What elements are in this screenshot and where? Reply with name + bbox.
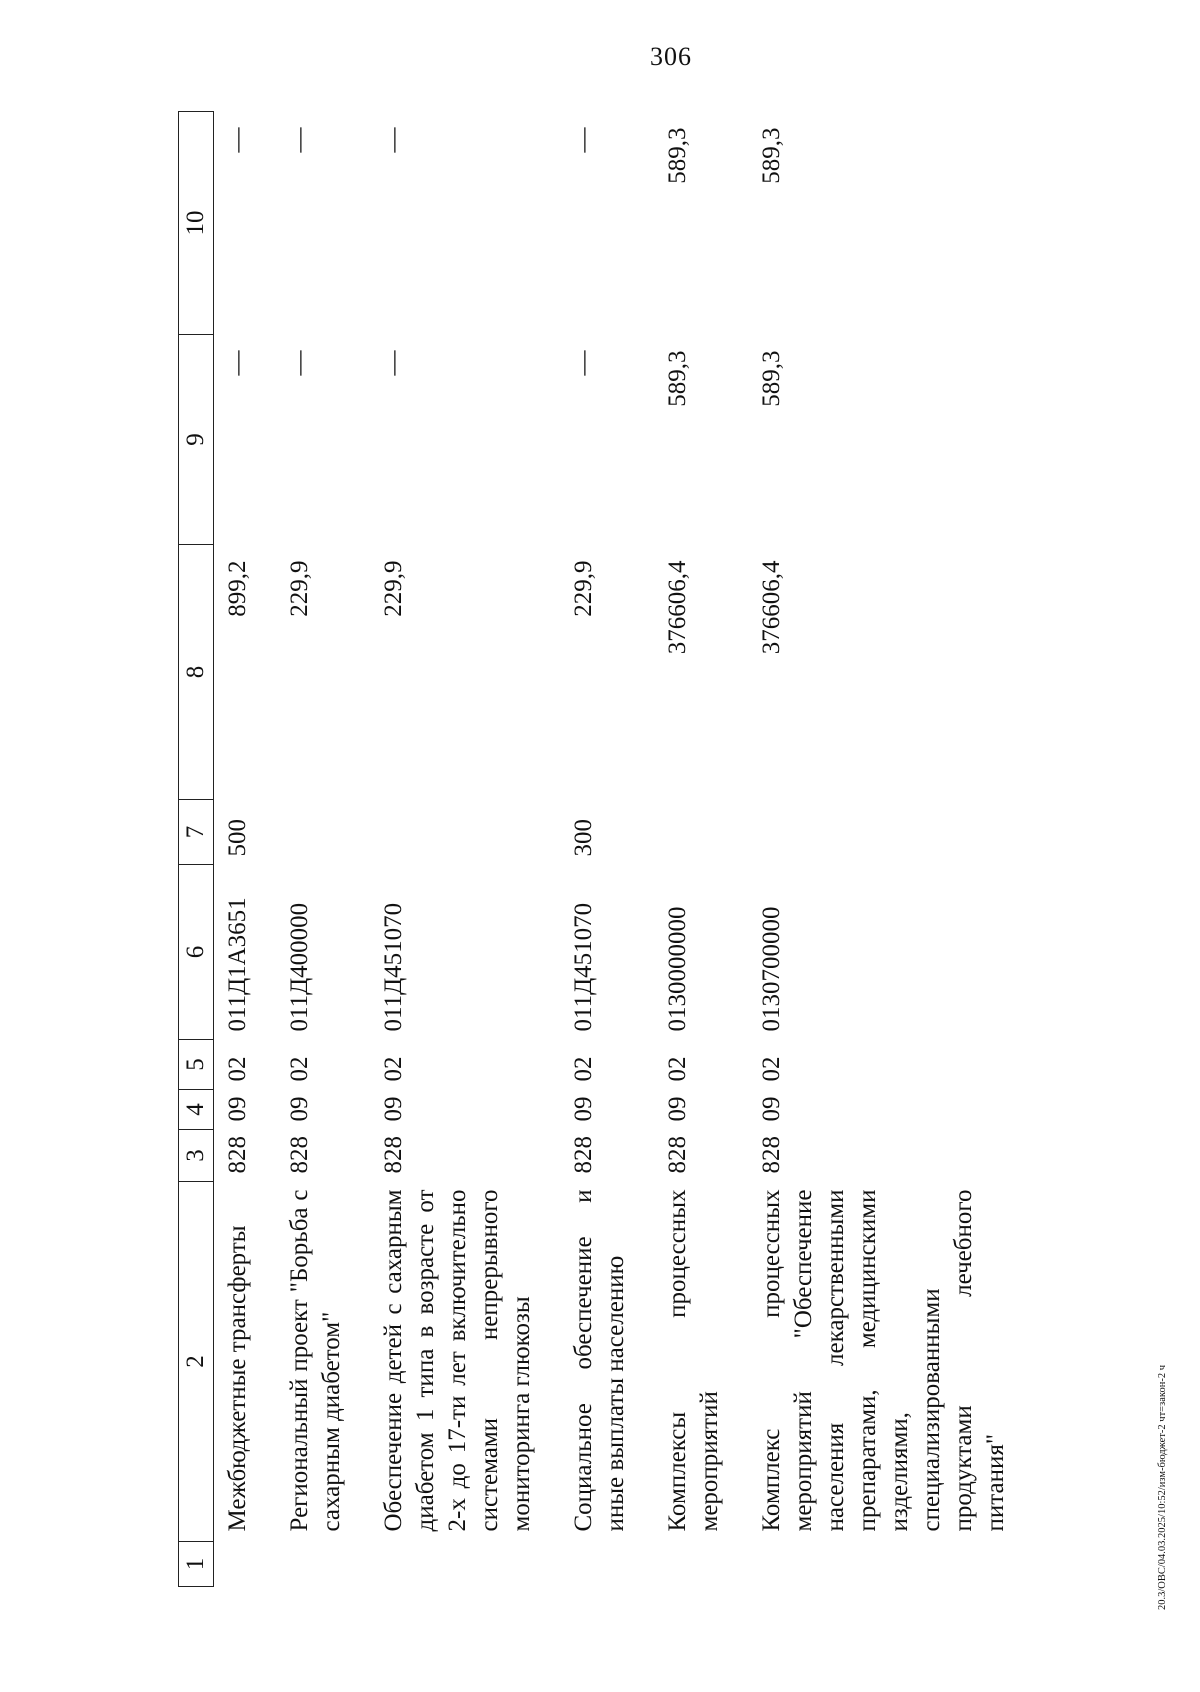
footer-text: 20.3/ОВС/04.03.2025/10:52/изм-бюджет-2 чт=закон-2 ч <box>1157 1365 1168 1610</box>
cell-expense-type: 500 <box>224 819 251 857</box>
cell-amount-2: — <box>286 350 313 376</box>
cell-ministry: 828 <box>664 1136 691 1174</box>
col-header: 8 <box>179 545 214 800</box>
col-header: 4 <box>179 1090 214 1130</box>
col-header: 5 <box>179 1040 214 1090</box>
cell-section: 09 <box>224 1096 251 1122</box>
cell-name: Региональный проект "Борьба с сахарным диабетом" <box>286 1189 345 1532</box>
cell-expense-type <box>748 800 1034 865</box>
cell-amount-3: 589,3 <box>664 127 691 184</box>
cell-number <box>654 1542 748 1587</box>
budget-table <box>178 111 1034 1587</box>
cell-amount-1: 229,9 <box>380 560 407 617</box>
cell-ministry: 828 <box>224 1136 251 1174</box>
budget-table-rotated <box>178 112 1058 1587</box>
cell-target-article: 011Д400000 <box>286 902 313 1032</box>
cell-number <box>276 1542 370 1587</box>
cell-section: 09 <box>570 1096 597 1122</box>
cell-name: Комплекс процессных мероприятий "Обеспечение населения лекарственными препаратами, медицинскими изделиями, специализированными продуктами лечебного питания" <box>758 1189 1009 1532</box>
cell-amount-3: — <box>570 127 597 153</box>
cell-section: 09 <box>758 1096 785 1122</box>
cell-target-article: 0130000000 <box>664 906 691 1032</box>
cell-subsection: 02 <box>224 1056 251 1082</box>
cell-section: 09 <box>664 1096 691 1122</box>
col-header: 3 <box>179 1130 214 1182</box>
cell-ministry: 828 <box>570 1136 597 1174</box>
cell-amount-2: 589,3 <box>664 350 691 407</box>
cell-subsection: 02 <box>380 1056 407 1082</box>
table-row <box>370 112 560 1587</box>
cell-subsection: 02 <box>664 1056 691 1082</box>
cell-number <box>748 1542 1034 1587</box>
cell-amount-3: 589,3 <box>758 127 785 184</box>
table-row <box>560 112 654 1587</box>
cell-target-article: 0130700000 <box>758 906 785 1032</box>
cell-target-article: 011Д451070 <box>570 902 597 1032</box>
cell-amount-1: 229,9 <box>570 560 597 617</box>
page-number: 306 <box>650 42 692 71</box>
cell-subsection: 02 <box>570 1056 597 1082</box>
cell-expense-type <box>654 800 748 865</box>
cell-name: Обеспечение детей с сахарным диабетом 1 типа в возрасте от 2-х до 17-ти лет включительно системами непрерывного мониторинга глюкозы <box>380 1189 535 1532</box>
cell-ministry: 828 <box>758 1136 785 1174</box>
cell-number <box>560 1542 654 1587</box>
table-row <box>748 112 1034 1587</box>
table-row <box>654 112 748 1587</box>
cell-subsection: 02 <box>286 1056 313 1082</box>
cell-subsection: 02 <box>758 1056 785 1082</box>
col-header: 9 <box>179 335 214 545</box>
cell-amount-1: 899,2 <box>224 560 251 617</box>
cell-section: 09 <box>380 1096 407 1122</box>
col-header: 6 <box>179 865 214 1040</box>
table-row <box>276 112 370 1587</box>
cell-amount-1: 376606,4 <box>758 560 785 655</box>
cell-number <box>214 1542 277 1587</box>
cell-name: Социальное обеспечение и иные выплаты населению <box>570 1189 629 1532</box>
cell-amount-2: — <box>224 350 251 376</box>
cell-ministry: 828 <box>380 1136 407 1174</box>
cell-number <box>370 1542 560 1587</box>
cell-amount-1: 376606,4 <box>664 560 691 655</box>
cell-amount-3: — <box>380 127 407 153</box>
cell-expense-type: 300 <box>570 819 597 857</box>
cell-amount-3: — <box>286 127 313 153</box>
col-header: 7 <box>179 800 214 865</box>
cell-amount-1: 229,9 <box>286 560 313 617</box>
cell-name: Комплексы процессных мероприятий <box>664 1189 723 1532</box>
cell-target-article: 011Д451070 <box>380 902 407 1032</box>
cell-name: Межбюджетные трансферты <box>224 1225 251 1532</box>
col-header: 10 <box>179 112 214 335</box>
cell-amount-2: 589,3 <box>758 350 785 407</box>
cell-ministry: 828 <box>286 1136 313 1174</box>
cell-section: 09 <box>286 1096 313 1122</box>
footer-stamp <box>1143 830 1183 1610</box>
cell-expense-type <box>276 800 370 865</box>
table-row <box>214 112 277 1587</box>
cell-target-article: 011Д1А3651 <box>224 897 251 1032</box>
col-header: 1 <box>179 1542 214 1587</box>
header-row <box>179 112 214 1587</box>
cell-amount-2: — <box>380 350 407 376</box>
col-header: 2 <box>179 1182 214 1542</box>
cell-amount-3: — <box>224 127 251 153</box>
cell-expense-type <box>370 800 560 865</box>
cell-amount-2: — <box>570 350 597 376</box>
